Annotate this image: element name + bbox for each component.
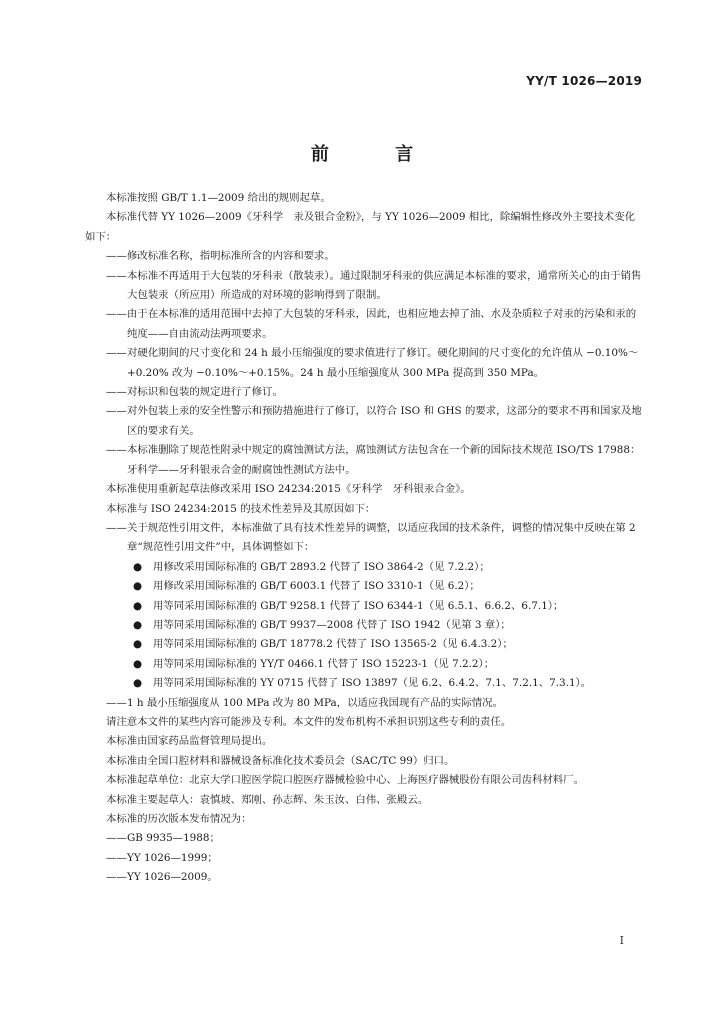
paragraph: 本标准按照 GB/T 1.1—2009 给出的规则起草。	[106, 192, 331, 204]
bullet-icon: ●	[133, 677, 143, 690]
paragraph: 请注意本文件的某些内容可能涉及专利。本文件的发布机构不承担识别这些专利的责任。	[106, 715, 512, 728]
bullet-item: ● 用等同采用国际标准的 YY 0715 代替了 ISO 13897（见 6.2、6.4.2、7.1、7.2.1、7.3.1）。	[131, 674, 645, 693]
bullet-item: ● 用修改采用国际标准的 GB/T 2893.2 代替了 ISO 3864-2（见 7.2.2）；	[131, 558, 645, 577]
paragraph: 本标准由国家药品监督管理局提出。	[106, 735, 273, 748]
paragraph: 本标准的历次版本发布情况为：	[106, 813, 252, 825]
paragraph: 本标准代替 YY 1026—2009《牙科学 汞及银合金粉》，与 YY 1026—2009 相比，除编辑性修改外主要技术变化如下：	[85, 211, 635, 243]
bullet-icon: ●	[133, 560, 143, 573]
history-item: ——GB 9935—1988；	[106, 832, 220, 845]
paragraph: 本标准起草单位：北京大学口腔医学院口腔医疗器械检验中心、上海医疗器械股份有限公司齿科材料厂。	[106, 774, 584, 787]
change-item: ——修改标准名称，指明标准所含的内容和要求。	[106, 250, 335, 263]
bullet-item: ● 用修改采用国际标准的 GB/T 6003.1 代替了 ISO 3310-1（见 6.2）；	[131, 577, 645, 596]
foreword-body	[85, 189, 645, 888]
change-item: ——对外包装上汞的安全性警示和预防措施进行了修订，以符合 ISO 和 GHS 的要求，这部分的要求不再和国家及地区的要求有关。	[106, 405, 642, 437]
history-item: ——YY 1026—2009。	[106, 871, 218, 884]
bullet-icon: ●	[133, 638, 143, 651]
paragraph: 本标准由全国口腔材料和器械设备标准化技术委员会（SAC/TC 99）归口。	[106, 754, 455, 767]
change-item: ——由于在本标准的适用范围中去掉了大包装的牙科汞，因此，也相应地去掉了油、水及杂质粒子对汞的污染和汞的纯度——自由流动法两项要求。	[106, 308, 637, 340]
paragraph: 本标准使用重新起草法修改采用 ISO 24234:2015《牙科学 牙科银汞合金》。	[106, 483, 471, 496]
change-item: ——本标准删除了规范性附录中规定的腐蚀测试方法，腐蚀测试方法包含在一个新的国际技术规范 ISO/TS 17988：牙科学——牙科银汞合金的耐腐蚀性测试方法中。	[106, 444, 641, 476]
change-item: ——本标准不再适用于大包装的牙科汞（散装汞）。通过限制牙科汞的供应满足本标准的要求，通常所关心的由于销售大包装汞（所应用）所造成的对环境的影响得到了限制。	[106, 269, 642, 302]
change-item: ——对标识和包装的规定进行了修订。	[106, 386, 283, 399]
change-item: ——对硬化期间的尺寸变化和 24 h 最小压缩强度的要求值进行了修订。硬化期间的尺寸变化的允许值从 −0.10%～+0.20% 改为 −0.10%～+0.15%。24 h 最小压缩强度从 300 MPa 提高到 350 MPa。	[106, 347, 639, 379]
paragraph: 本标准主要起草人：袁慎坡、郑刚、孙志辉、朱玉汝、白伟、张殿云。	[106, 793, 429, 806]
page-number: I	[619, 934, 624, 947]
history-item: ——YY 1026—1999；	[106, 851, 218, 864]
bullet-item: ● 用等同采用国际标准的 GB/T 18778.2 代替了 ISO 13565-2（见 6.4.3.2）；	[131, 635, 645, 654]
difference-item: ——1 h 最小压缩强度从 100 MPa 改为 80 MPa，以适应我国现有产品的实际情况。	[106, 696, 503, 709]
difference-item: ——关于规范性引用文件，本标准做了具有技术性差异的调整，以适应我国的技术条件，调整的情况集中反映在第 2 章“规范性引用文件”中，具体调整如下：	[106, 521, 636, 554]
bullet-icon: ●	[133, 580, 143, 593]
bullet-item: ● 用等同采用国际标准的 YY/T 0466.1 代替了 ISO 15223-1（见 7.2.2）；	[131, 655, 645, 674]
page-title: 前 言	[310, 144, 444, 165]
bullet-icon: ●	[133, 657, 143, 670]
paragraph: 本标准与 ISO 24234:2015 的技术性差异及其原因如下：	[106, 502, 376, 515]
bullet-item: ● 用等同采用国际标准的 GB/T 9937—2008 代替了 ISO 1942（见第 3 章）；	[131, 616, 645, 635]
bullet-item: ● 用等同采用国际标准的 GB/T 9258.1 代替了 ISO 6344-1（见 6.5.1、6.6.2、6.7.1）；	[131, 597, 645, 616]
bullet-icon: ●	[133, 618, 143, 631]
standard-code: YY/T 1026—2019	[526, 74, 642, 88]
bullet-icon: ●	[133, 599, 143, 612]
